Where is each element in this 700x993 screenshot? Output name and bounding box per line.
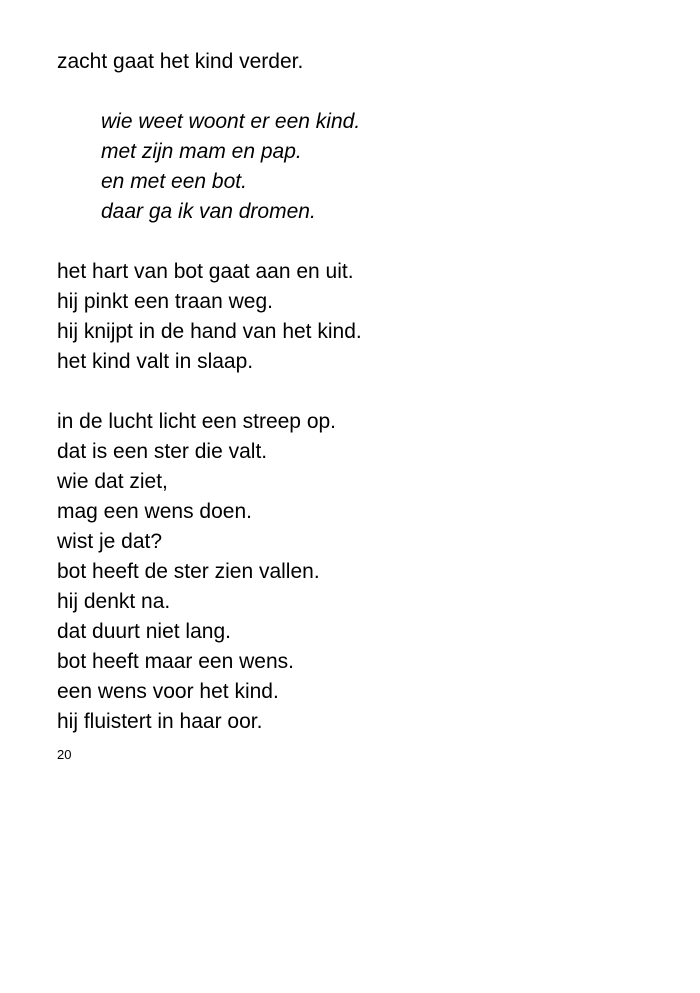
- text-line: hij fluistert in haar oor.: [57, 710, 263, 733]
- stanza-italic: [101, 107, 657, 227]
- text-line: daar ga ik van dromen.: [101, 200, 316, 223]
- text-line: hij knijpt in de hand van het kind.: [57, 320, 362, 343]
- page-number: 20: [57, 747, 72, 762]
- text-line: bot heeft maar een wens.: [57, 650, 294, 673]
- stanza-gap: [57, 227, 657, 257]
- text-line: hij denkt na.: [57, 590, 171, 613]
- text-line: en met een bot.: [101, 170, 247, 193]
- text-line: wist je dat?: [57, 530, 163, 553]
- text-line: in de lucht licht een streep op.: [57, 410, 337, 433]
- text-line: wie weet woont er een kind.: [101, 110, 361, 133]
- stanza-heart: [57, 257, 657, 377]
- page-body: [57, 47, 657, 737]
- text-line: wie dat ziet,: [57, 470, 168, 493]
- stanza-star: [57, 407, 657, 737]
- stanza-gap: [57, 377, 657, 407]
- text-line: dat is een ster die valt.: [57, 440, 268, 463]
- text-line: met zijn mam en pap.: [101, 140, 302, 163]
- text-line: het hart van bot gaat aan en uit.: [57, 260, 354, 283]
- text-line: een wens voor het kind.: [57, 680, 279, 703]
- text-line: het kind valt in slaap.: [57, 350, 254, 373]
- text-line: mag een wens doen.: [57, 500, 252, 523]
- text-line: dat duurt niet lang.: [57, 620, 231, 643]
- text-line: hij pinkt een traan weg.: [57, 290, 273, 313]
- text-line: zacht gaat het kind verder.: [57, 50, 304, 73]
- text-line: bot heeft de ster zien vallen.: [57, 560, 320, 583]
- stanza-intro: [57, 47, 657, 77]
- stanza-gap: [57, 77, 657, 107]
